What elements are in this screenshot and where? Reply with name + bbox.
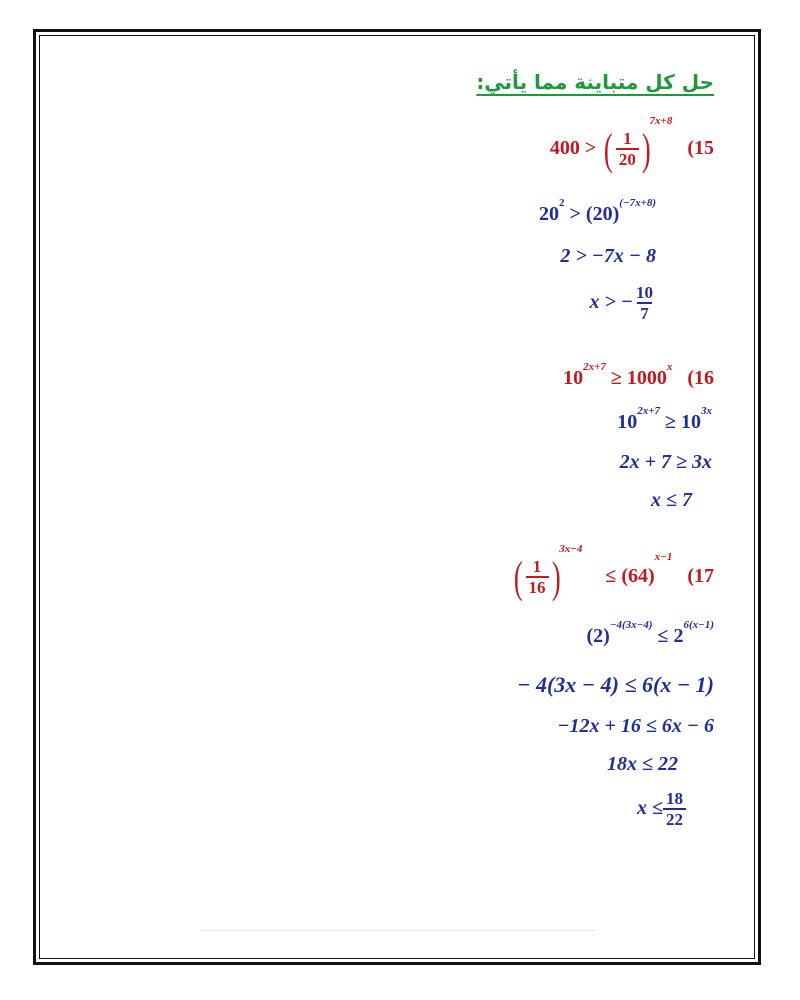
problem-16-exponent-1: 2x+7 <box>583 361 606 373</box>
open-paren: ( <box>513 552 523 602</box>
fraction-denominator: 22 <box>663 808 686 829</box>
problem-16-exponent-2: x <box>666 361 673 373</box>
step-base: 20 <box>539 203 560 225</box>
problem-16-step-1 <box>617 405 712 433</box>
open-paren: ( <box>604 124 613 174</box>
problem-17-number: (17 <box>687 564 714 587</box>
problem-17-step-5 <box>637 790 686 829</box>
fraction-numerator: 10 <box>636 283 653 302</box>
problem-15-exponent: 7x+8 <box>649 115 673 127</box>
problem-16-middle: ≥ 1000 <box>605 367 667 389</box>
step-middle: ≥ 10 <box>660 411 701 433</box>
problem-17-fraction <box>526 558 549 597</box>
step-exponent: 2 <box>559 197 565 209</box>
step-exponent-1: −4(3x−4) <box>609 619 653 631</box>
problem-15 <box>549 115 714 174</box>
problem-17-step-4: 18x ≤ 22 <box>607 753 678 775</box>
problem-16-step-3: x ≤ 7 <box>651 489 692 511</box>
step-exponent-2: 3x <box>701 405 712 417</box>
problem-16-step-2: 2x + 7 ≥ 3x <box>619 451 712 473</box>
problem-17-step-1 <box>586 619 714 647</box>
problem-15-lhs: 400 > <box>549 136 597 159</box>
fraction-numerator: 1 <box>623 129 632 148</box>
step-middle: ≤ 2 <box>652 625 684 647</box>
footer-divider <box>200 930 595 931</box>
problem-15-number: (15 <box>687 136 714 159</box>
step-middle: > (20) <box>564 203 620 225</box>
fraction-denominator: 16 <box>526 576 549 597</box>
fraction-numerator: 18 <box>666 789 683 808</box>
step-lhs: x > − <box>589 290 633 313</box>
problem-17-exponent-2: x−1 <box>654 551 673 563</box>
problem-17 <box>511 543 714 602</box>
problem-17-exponent-1: 3x−4 <box>559 543 583 555</box>
step-lhs: x ≤ <box>637 796 663 819</box>
problem-15-step-3 <box>589 284 656 323</box>
close-paren: ) <box>551 552 561 602</box>
fraction-denominator: 20 <box>616 148 639 169</box>
problem-15-step-1 <box>539 197 656 225</box>
problem-16-number: (16 <box>687 367 714 389</box>
page-title: حل كل متباينة مما يأتي: <box>476 70 714 94</box>
problem-15-step-2: 2 > −7x − 8 <box>560 245 656 267</box>
problem-16-base: 10 <box>563 367 584 389</box>
step-exponent-2: (−7x+8) <box>619 197 656 209</box>
step-exponent-1: 2x+7 <box>637 405 661 417</box>
problem-17-middle: ≤ (64) <box>605 564 655 587</box>
step-base: (2) <box>586 625 610 647</box>
close-paren: ) <box>641 124 651 174</box>
step-fraction <box>633 284 656 323</box>
problem-17-step-3: −12x + 16 ≤ 6x − 6 <box>557 715 714 737</box>
step-fraction <box>663 790 686 829</box>
problem-16 <box>563 361 714 389</box>
problem-15-fraction <box>616 130 639 169</box>
problem-17-step-2: − 4(3x − 4) ≤ 6(x − 1) <box>517 672 714 697</box>
step-exponent-2: 6(x−1) <box>683 619 714 631</box>
step-base: 10 <box>617 411 638 433</box>
fraction-denominator: 7 <box>637 302 652 323</box>
fraction-numerator: 1 <box>532 557 542 576</box>
